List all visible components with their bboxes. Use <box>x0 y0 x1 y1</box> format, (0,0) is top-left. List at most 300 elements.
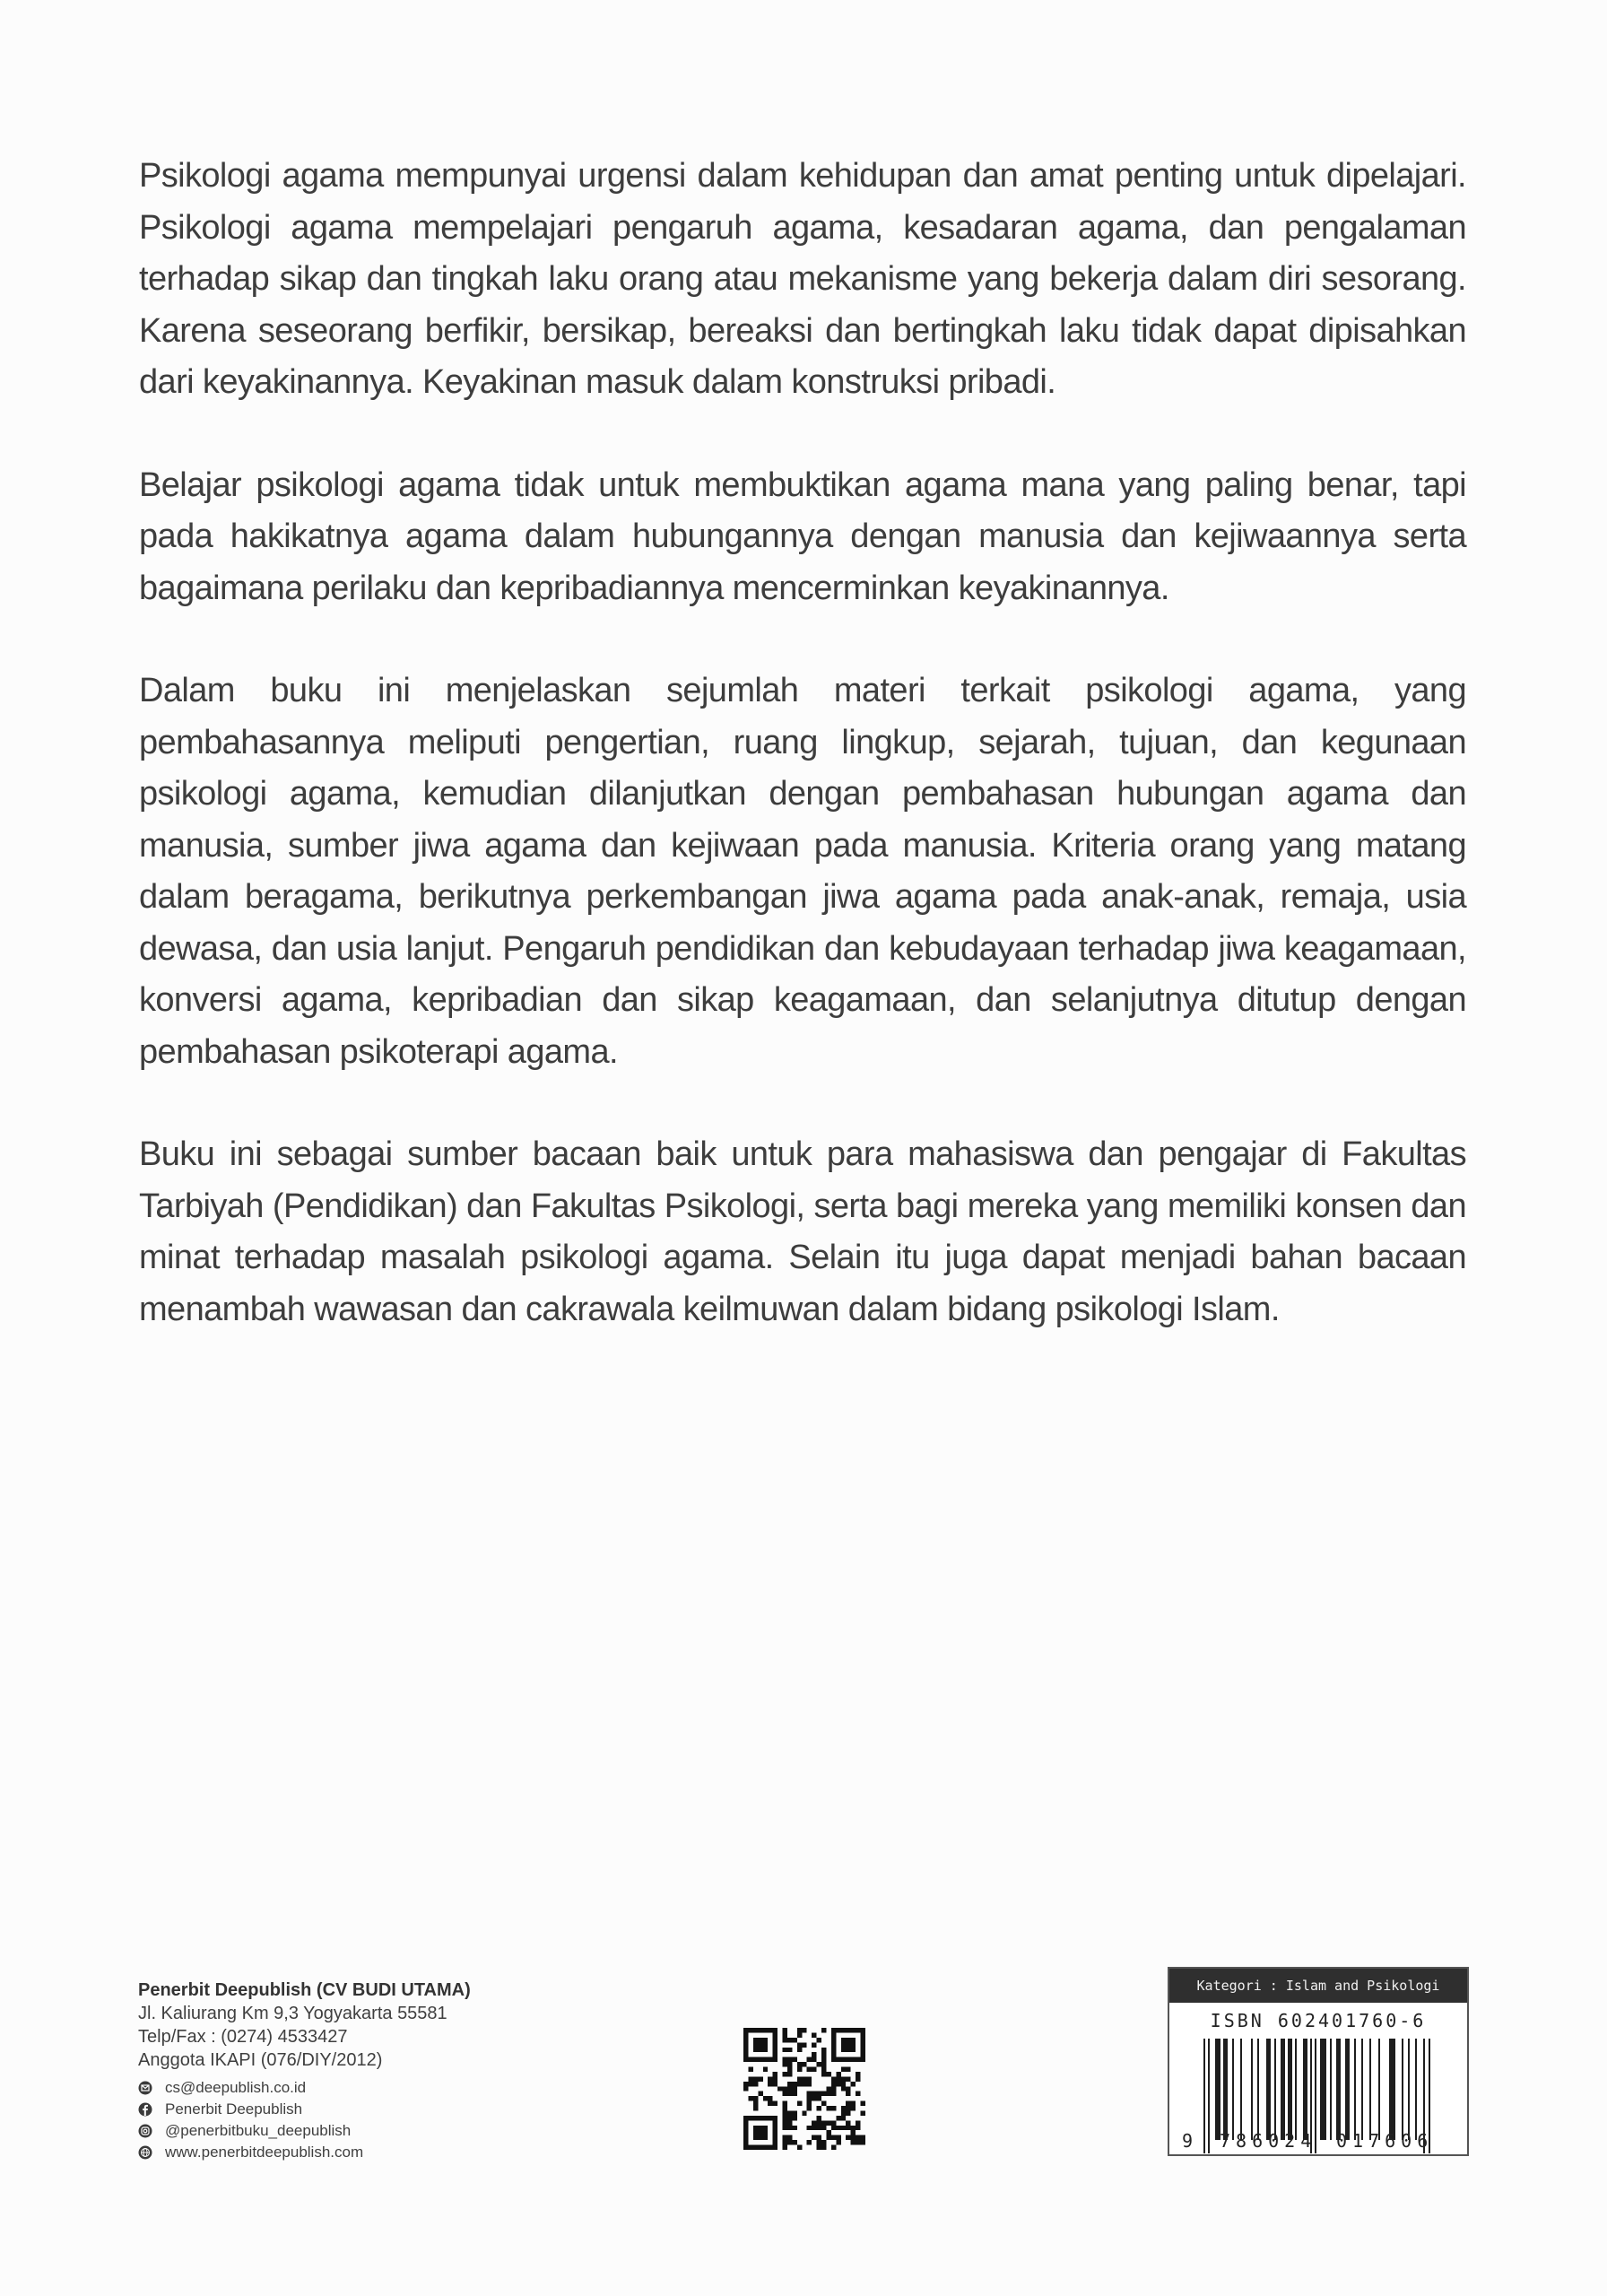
barcode-bar <box>1295 2039 1297 2140</box>
qr-module <box>787 2086 792 2091</box>
qr-module <box>836 2135 840 2140</box>
qr-module <box>758 2092 762 2096</box>
qr-module <box>821 2028 826 2032</box>
barcode-bar <box>1330 2039 1332 2140</box>
qr-module <box>763 2038 768 2042</box>
qr-module <box>792 2092 796 2096</box>
qr-module <box>821 2072 826 2076</box>
contact-instagram-text: @penerbitbuku_deepublish <box>165 2122 352 2139</box>
qr-module <box>753 2126 758 2130</box>
contact-email-text: cs@deepublish.co.id <box>165 2079 307 2096</box>
qr-module <box>748 2116 752 2120</box>
qr-module <box>861 2048 865 2052</box>
qr-module <box>802 2042 806 2047</box>
qr-module <box>797 2032 802 2037</box>
qr-module <box>792 2126 796 2130</box>
qr-module <box>758 2048 762 2052</box>
qr-module <box>841 2110 846 2115</box>
qr-module <box>763 2145 768 2150</box>
qr-module <box>817 2038 821 2042</box>
contact-facebook-text: Penerbit Deepublish <box>165 2100 303 2118</box>
qr-module <box>758 2042 762 2047</box>
qr-module <box>817 2140 821 2144</box>
qr-module <box>802 2110 806 2115</box>
qr-module <box>787 2120 792 2125</box>
ean-left-digits: 786024 <box>1220 2130 1317 2152</box>
qr-module <box>783 2145 787 2150</box>
qr-module <box>763 2130 768 2135</box>
qr-module <box>841 2028 846 2032</box>
qr-module <box>831 2042 836 2047</box>
qr-module <box>792 2116 796 2120</box>
qr-module <box>807 2092 812 2096</box>
qr-module <box>841 2076 846 2081</box>
qr-module <box>748 2096 752 2100</box>
qr-module <box>861 2032 865 2037</box>
contact-instagram[interactable] <box>138 2120 560 2142</box>
qr-module <box>797 2076 802 2081</box>
qr-module <box>748 2076 752 2081</box>
qr-module <box>821 2052 826 2057</box>
qr-module <box>846 2048 850 2052</box>
qr-module <box>773 2082 777 2086</box>
qr-module <box>856 2092 860 2096</box>
qr-module <box>841 2082 846 2086</box>
qr-module <box>783 2048 787 2052</box>
qr-module <box>763 2096 768 2100</box>
qr-module <box>763 2116 768 2120</box>
qr-module <box>783 2032 787 2037</box>
qr-module <box>846 2067 850 2072</box>
qr-module <box>773 2120 777 2125</box>
barcode-bar <box>1402 2039 1403 2140</box>
qr-module <box>753 2082 758 2086</box>
qr-module <box>753 2106 758 2110</box>
qr-module <box>783 2106 787 2110</box>
qr-module <box>768 2101 772 2106</box>
qr-module <box>743 2130 748 2135</box>
qr-module <box>851 2126 856 2130</box>
qr-module <box>773 2032 777 2037</box>
qr-module <box>856 2057 860 2062</box>
qr-module <box>758 2038 762 2042</box>
qr-module <box>743 2038 748 2042</box>
qr-module <box>812 2032 816 2037</box>
qr-module <box>831 2092 836 2096</box>
qr-module <box>797 2101 802 2106</box>
qr-module <box>758 2130 762 2135</box>
qr-module <box>773 2130 777 2135</box>
ean-right-digits: 017606 <box>1336 2130 1434 2152</box>
barcode-bar <box>1208 2039 1210 2153</box>
qr-module <box>851 2106 856 2110</box>
contact-list <box>138 2077 560 2163</box>
barcode-bar <box>1215 2039 1220 2140</box>
qr-module <box>797 2067 802 2072</box>
qr-module <box>812 2057 816 2062</box>
qr-module <box>812 2120 816 2125</box>
qr-module <box>773 2038 777 2042</box>
qr-module <box>826 2120 830 2125</box>
barcode-bar <box>1274 2039 1276 2140</box>
barcode-bar <box>1240 2039 1242 2140</box>
qr-module <box>748 2082 752 2086</box>
qr-module <box>753 2028 758 2032</box>
qr-module <box>743 2048 748 2052</box>
qr-module <box>851 2130 856 2135</box>
qr-module <box>773 2048 777 2052</box>
barcode-bar <box>1320 2039 1326 2140</box>
qr-module <box>817 2092 821 2096</box>
qr-module <box>836 2140 840 2144</box>
qr-module <box>817 2126 821 2130</box>
publisher-membership: Anggota IKAPI (076/DIY/2012) <box>138 2050 383 2070</box>
qr-module <box>797 2048 802 2052</box>
qr-module <box>787 2140 792 2144</box>
barcode-bar <box>1408 2039 1410 2140</box>
barcode-bar <box>1251 2039 1253 2140</box>
qr-module <box>783 2126 787 2130</box>
qr-module <box>812 2092 816 2096</box>
qr-module <box>846 2086 850 2091</box>
qr-module <box>846 2110 850 2115</box>
barcode-bar <box>1281 2039 1285 2140</box>
qr-module <box>783 2062 787 2066</box>
qr-module <box>807 2101 812 2106</box>
qr-module <box>783 2120 787 2125</box>
qr-module <box>753 2042 758 2047</box>
qr-module <box>817 2135 821 2140</box>
barcode-bar <box>1266 2039 1271 2140</box>
qr-module <box>773 2126 777 2130</box>
qr-module <box>826 2106 830 2110</box>
qr-module <box>792 2086 796 2091</box>
qr-module <box>783 2101 787 2106</box>
qr-module <box>856 2028 860 2032</box>
qr-module <box>753 2048 758 2052</box>
qr-module <box>831 2120 836 2125</box>
qr-module <box>841 2126 846 2130</box>
qr-module <box>783 2057 787 2062</box>
qr-module <box>802 2028 806 2032</box>
qr-module <box>763 2135 768 2140</box>
qr-module <box>812 2135 816 2140</box>
qr-module <box>783 2028 787 2032</box>
qr-module <box>861 2110 865 2115</box>
facebook-icon <box>138 2102 152 2117</box>
qr-module <box>783 2116 787 2120</box>
qr-module <box>797 2145 802 2150</box>
qr-module <box>856 2120 860 2125</box>
qr-module <box>821 2101 826 2106</box>
qr-module <box>787 2072 792 2076</box>
qr-module <box>797 2082 802 2086</box>
qr-module <box>792 2110 796 2115</box>
qr-module <box>773 2140 777 2144</box>
qr-code <box>743 2028 865 2150</box>
qr-module <box>856 2135 860 2140</box>
qr-module <box>841 2086 846 2091</box>
qr-module <box>836 2076 840 2081</box>
qr-module <box>758 2116 762 2120</box>
qr-module <box>768 2116 772 2120</box>
isbn-label: ISBN 602401760-6 <box>1210 2010 1427 2031</box>
barcode-bar <box>1336 2039 1341 2140</box>
qr-module <box>802 2062 806 2066</box>
qr-module <box>748 2057 752 2062</box>
paragraph-3: Dalam buku ini menjelaskan sejumlah materi terkait psikologi agama, yang pembahasannya meliputi pengertian, ruang lingkup, sejarah, tujuan, dan kegunaan psikologi agama, kemudian dilanjutkan dengan pembahasan hubungan agama dan manusia, sumber jiwa agama dan kejiwaan pada manusia. Kriteria orang yang matang dalam beragama, berikutnya perkembangan jiwa agama pada anak-anak, remaja, usia dewasa, dan usia lanjut. Pengaruh pendidikan dan kebudayaan terhadap jiwa keagamaan, konversi agama, kepribadian dan sikap keagamaan, dan selanjutnya ditutup dengan pembahasan psikoterapi agama. <box>139 672 1466 1071</box>
qr-module <box>846 2126 850 2130</box>
qr-module <box>812 2067 816 2072</box>
qr-module <box>787 2057 792 2062</box>
qr-module <box>826 2092 830 2096</box>
qr-module <box>831 2106 836 2110</box>
qr-module <box>821 2057 826 2062</box>
qr-module <box>748 2145 752 2150</box>
qr-module <box>743 2135 748 2140</box>
qr-module <box>773 2145 777 2150</box>
contact-website-text: www.penerbitdeepublish.com <box>165 2144 364 2161</box>
qr-module <box>787 2126 792 2130</box>
qr-module <box>836 2082 840 2086</box>
qr-module <box>777 2086 782 2091</box>
qr-module <box>846 2038 850 2042</box>
qr-module <box>773 2052 777 2057</box>
qr-module <box>783 2092 787 2096</box>
qr-module <box>743 2052 748 2057</box>
qr-module <box>851 2038 856 2042</box>
qr-module <box>797 2042 802 2047</box>
publisher-name: Penerbit Deepublish (CV BUDI UTAMA) <box>138 1980 471 2000</box>
qr-module <box>841 2048 846 2052</box>
qr-module <box>846 2057 850 2062</box>
qr-module <box>831 2082 836 2086</box>
qr-module <box>787 2038 792 2042</box>
qr-module <box>783 2135 787 2140</box>
qr-module <box>753 2135 758 2140</box>
qr-module <box>836 2072 840 2076</box>
qr-module <box>841 2038 846 2042</box>
qr-module <box>743 2145 748 2150</box>
qr-module <box>831 2126 836 2130</box>
qr-module <box>861 2140 865 2144</box>
qr-module <box>753 2101 758 2106</box>
qr-module <box>753 2116 758 2120</box>
qr-module <box>748 2028 752 2032</box>
qr-module <box>821 2140 826 2144</box>
qr-module <box>856 2126 860 2130</box>
qr-module <box>821 2145 826 2150</box>
qr-module <box>817 2106 821 2110</box>
qr-module <box>821 2067 826 2072</box>
barcode-bar <box>1354 2039 1356 2140</box>
contact-facebook[interactable] <box>138 2099 560 2120</box>
qr-module <box>831 2135 836 2140</box>
qr-module <box>856 2076 860 2081</box>
category-label: Kategori : Islam and Psikologi <box>1169 1969 1467 2003</box>
qr-module <box>836 2057 840 2062</box>
qr-module <box>851 2101 856 2106</box>
qr-module <box>797 2028 802 2032</box>
qr-module <box>783 2140 787 2144</box>
qr-module <box>812 2042 816 2047</box>
qr-module <box>783 2086 787 2091</box>
qr-module <box>768 2076 772 2081</box>
qr-module <box>846 2120 850 2125</box>
qr-module <box>851 2057 856 2062</box>
qr-module <box>831 2145 836 2150</box>
barcode-bar <box>1415 2039 1417 2140</box>
qr-module <box>753 2038 758 2042</box>
qr-module <box>768 2082 772 2086</box>
qr-module <box>787 2135 792 2140</box>
qr-module <box>861 2057 865 2062</box>
publisher-phone: Telp/Fax : (0274) 4533427 <box>138 2027 348 2047</box>
qr-module <box>797 2062 802 2066</box>
qr-module <box>743 2082 748 2086</box>
qr-module <box>846 2076 850 2081</box>
barcode-bar <box>1203 2039 1205 2153</box>
qr-module <box>826 2130 830 2135</box>
qr-module <box>861 2101 865 2106</box>
qr-module <box>812 2096 816 2100</box>
qr-module <box>773 2101 777 2106</box>
qr-module <box>768 2096 772 2100</box>
qr-module <box>807 2140 812 2144</box>
qr-module <box>831 2057 836 2062</box>
qr-module <box>768 2145 772 2150</box>
qr-module <box>773 2076 777 2081</box>
qr-module <box>831 2076 836 2081</box>
qr-module <box>758 2057 762 2062</box>
qr-module <box>861 2028 865 2032</box>
qr-module <box>787 2082 792 2086</box>
qr-module <box>821 2126 826 2130</box>
qr-module <box>787 2110 792 2115</box>
qr-module <box>758 2126 762 2130</box>
qr-module <box>812 2126 816 2130</box>
qr-module <box>846 2042 850 2047</box>
qr-module <box>763 2048 768 2052</box>
qr-module <box>821 2062 826 2066</box>
qr-module <box>763 2126 768 2130</box>
qr-module <box>802 2082 806 2086</box>
qr-module <box>831 2052 836 2057</box>
qr-module <box>841 2057 846 2062</box>
qr-module <box>841 2042 846 2047</box>
qr-module <box>743 2140 748 2144</box>
qr-module <box>826 2135 830 2140</box>
globe-icon <box>138 2145 152 2160</box>
qr-module <box>817 2116 821 2120</box>
paragraph-4: Buku ini sebagai sumber bacaan baik untuk para mahasiswa dan pengajar di Fakultas Tarbiyah (Pendidikan) dan Fakultas Psikologi, serta bagi mereka yang memiliki konsen dan minat terhadap masalah psikologi agama. Selain itu juga dapat menjadi bahan bacaan menambah wawasan dan cakrawala keilmuwan dalam bidang psikologi Islam. <box>139 1135 1466 1328</box>
qr-module <box>831 2086 836 2091</box>
contact-website[interactable] <box>138 2142 560 2163</box>
isbn-box <box>1168 1967 1469 2156</box>
qr-module <box>817 2096 821 2100</box>
instagram-icon <box>138 2124 152 2138</box>
barcode-bar <box>1288 2039 1292 2140</box>
qr-module <box>807 2082 812 2086</box>
qr-module <box>831 2032 836 2037</box>
qr-module <box>807 2096 812 2100</box>
barcode-bar <box>1345 2039 1350 2140</box>
qr-module <box>861 2042 865 2047</box>
barcode-bar <box>1389 2039 1395 2140</box>
qr-module <box>743 2120 748 2125</box>
barcode-bar <box>1303 2039 1307 2140</box>
qr-module <box>743 2126 748 2130</box>
qr-module <box>851 2042 856 2047</box>
barcode-bar <box>1232 2039 1234 2140</box>
qr-module <box>846 2135 850 2140</box>
qr-module <box>802 2076 806 2081</box>
qr-module <box>763 2028 768 2032</box>
qr-module <box>856 2140 860 2144</box>
barcode-bar <box>1369 2039 1371 2140</box>
qr-module <box>851 2082 856 2086</box>
qr-module <box>783 2038 787 2042</box>
qr-module <box>807 2057 812 2062</box>
qr-module <box>846 2092 850 2096</box>
qr-module <box>787 2067 792 2072</box>
qr-module <box>758 2135 762 2140</box>
qr-module <box>807 2106 812 2110</box>
qr-module <box>768 2057 772 2062</box>
qr-module <box>836 2116 840 2120</box>
barcode-bar <box>1361 2039 1363 2140</box>
qr-module <box>773 2057 777 2062</box>
qr-module <box>743 2042 748 2047</box>
qr-module <box>773 2116 777 2120</box>
qr-module <box>753 2076 758 2081</box>
qr-module <box>783 2072 787 2076</box>
qr-module <box>773 2135 777 2140</box>
qr-module <box>792 2140 796 2144</box>
qr-module <box>783 2110 787 2115</box>
qr-module <box>743 2057 748 2062</box>
qr-module <box>821 2048 826 2052</box>
qr-module <box>861 2135 865 2140</box>
barcode-bar <box>1378 2039 1380 2140</box>
barcode-bar <box>1223 2039 1228 2140</box>
qr-module <box>743 2028 748 2032</box>
contact-email[interactable] <box>138 2077 560 2099</box>
qr-module <box>821 2092 826 2096</box>
qr-module <box>841 2116 846 2120</box>
qr-module <box>748 2067 752 2072</box>
qr-module <box>851 2135 856 2140</box>
barcode <box>1169 1969 1467 2154</box>
qr-module <box>773 2042 777 2047</box>
qr-module <box>773 2028 777 2032</box>
qr-module <box>861 2052 865 2057</box>
barcode-bar <box>1257 2039 1259 2140</box>
paragraph-1: Psikologi agama mempunyai urgensi dalam kehidupan dan amat penting untuk dipelajari. Psikologi agama mempelajari pengaruh agama, kesadaran agama, dan pengalaman terhadap sikap dan tingkah laku orang atau mekanisme yang bekerja dalam diri sesorang. Karena seseorang berfikir, bersikap, bereaksi dan bertingkah laku tidak dapat dipisahkan dari keyakinannya. Keyakinan masuk dalam konstruksi pribadi. <box>139 157 1466 401</box>
qr-module <box>841 2067 846 2072</box>
qr-module <box>817 2145 821 2150</box>
qr-module <box>841 2106 846 2110</box>
qr-module <box>787 2116 792 2120</box>
publisher-address: Jl. Kaliurang Km 9,3 Yogyakarta 55581 <box>138 2004 447 2023</box>
qr-module <box>743 2086 748 2091</box>
qr-module <box>758 2145 762 2150</box>
qr-module <box>851 2140 856 2144</box>
paragraph-2: Belajar psikologi agama tidak untuk membuktikan agama mana yang paling benar, tapi pada hakikatnya agama dalam hubungannya dengan manusia dan kejiwaannya serta bagaimana perilaku dan kepribadiannya mencerminkan keyakinannya. <box>139 465 1466 607</box>
qr-module <box>753 2096 758 2100</box>
ean-first-digit: 9 <box>1182 2130 1199 2152</box>
qr-module <box>826 2086 830 2091</box>
